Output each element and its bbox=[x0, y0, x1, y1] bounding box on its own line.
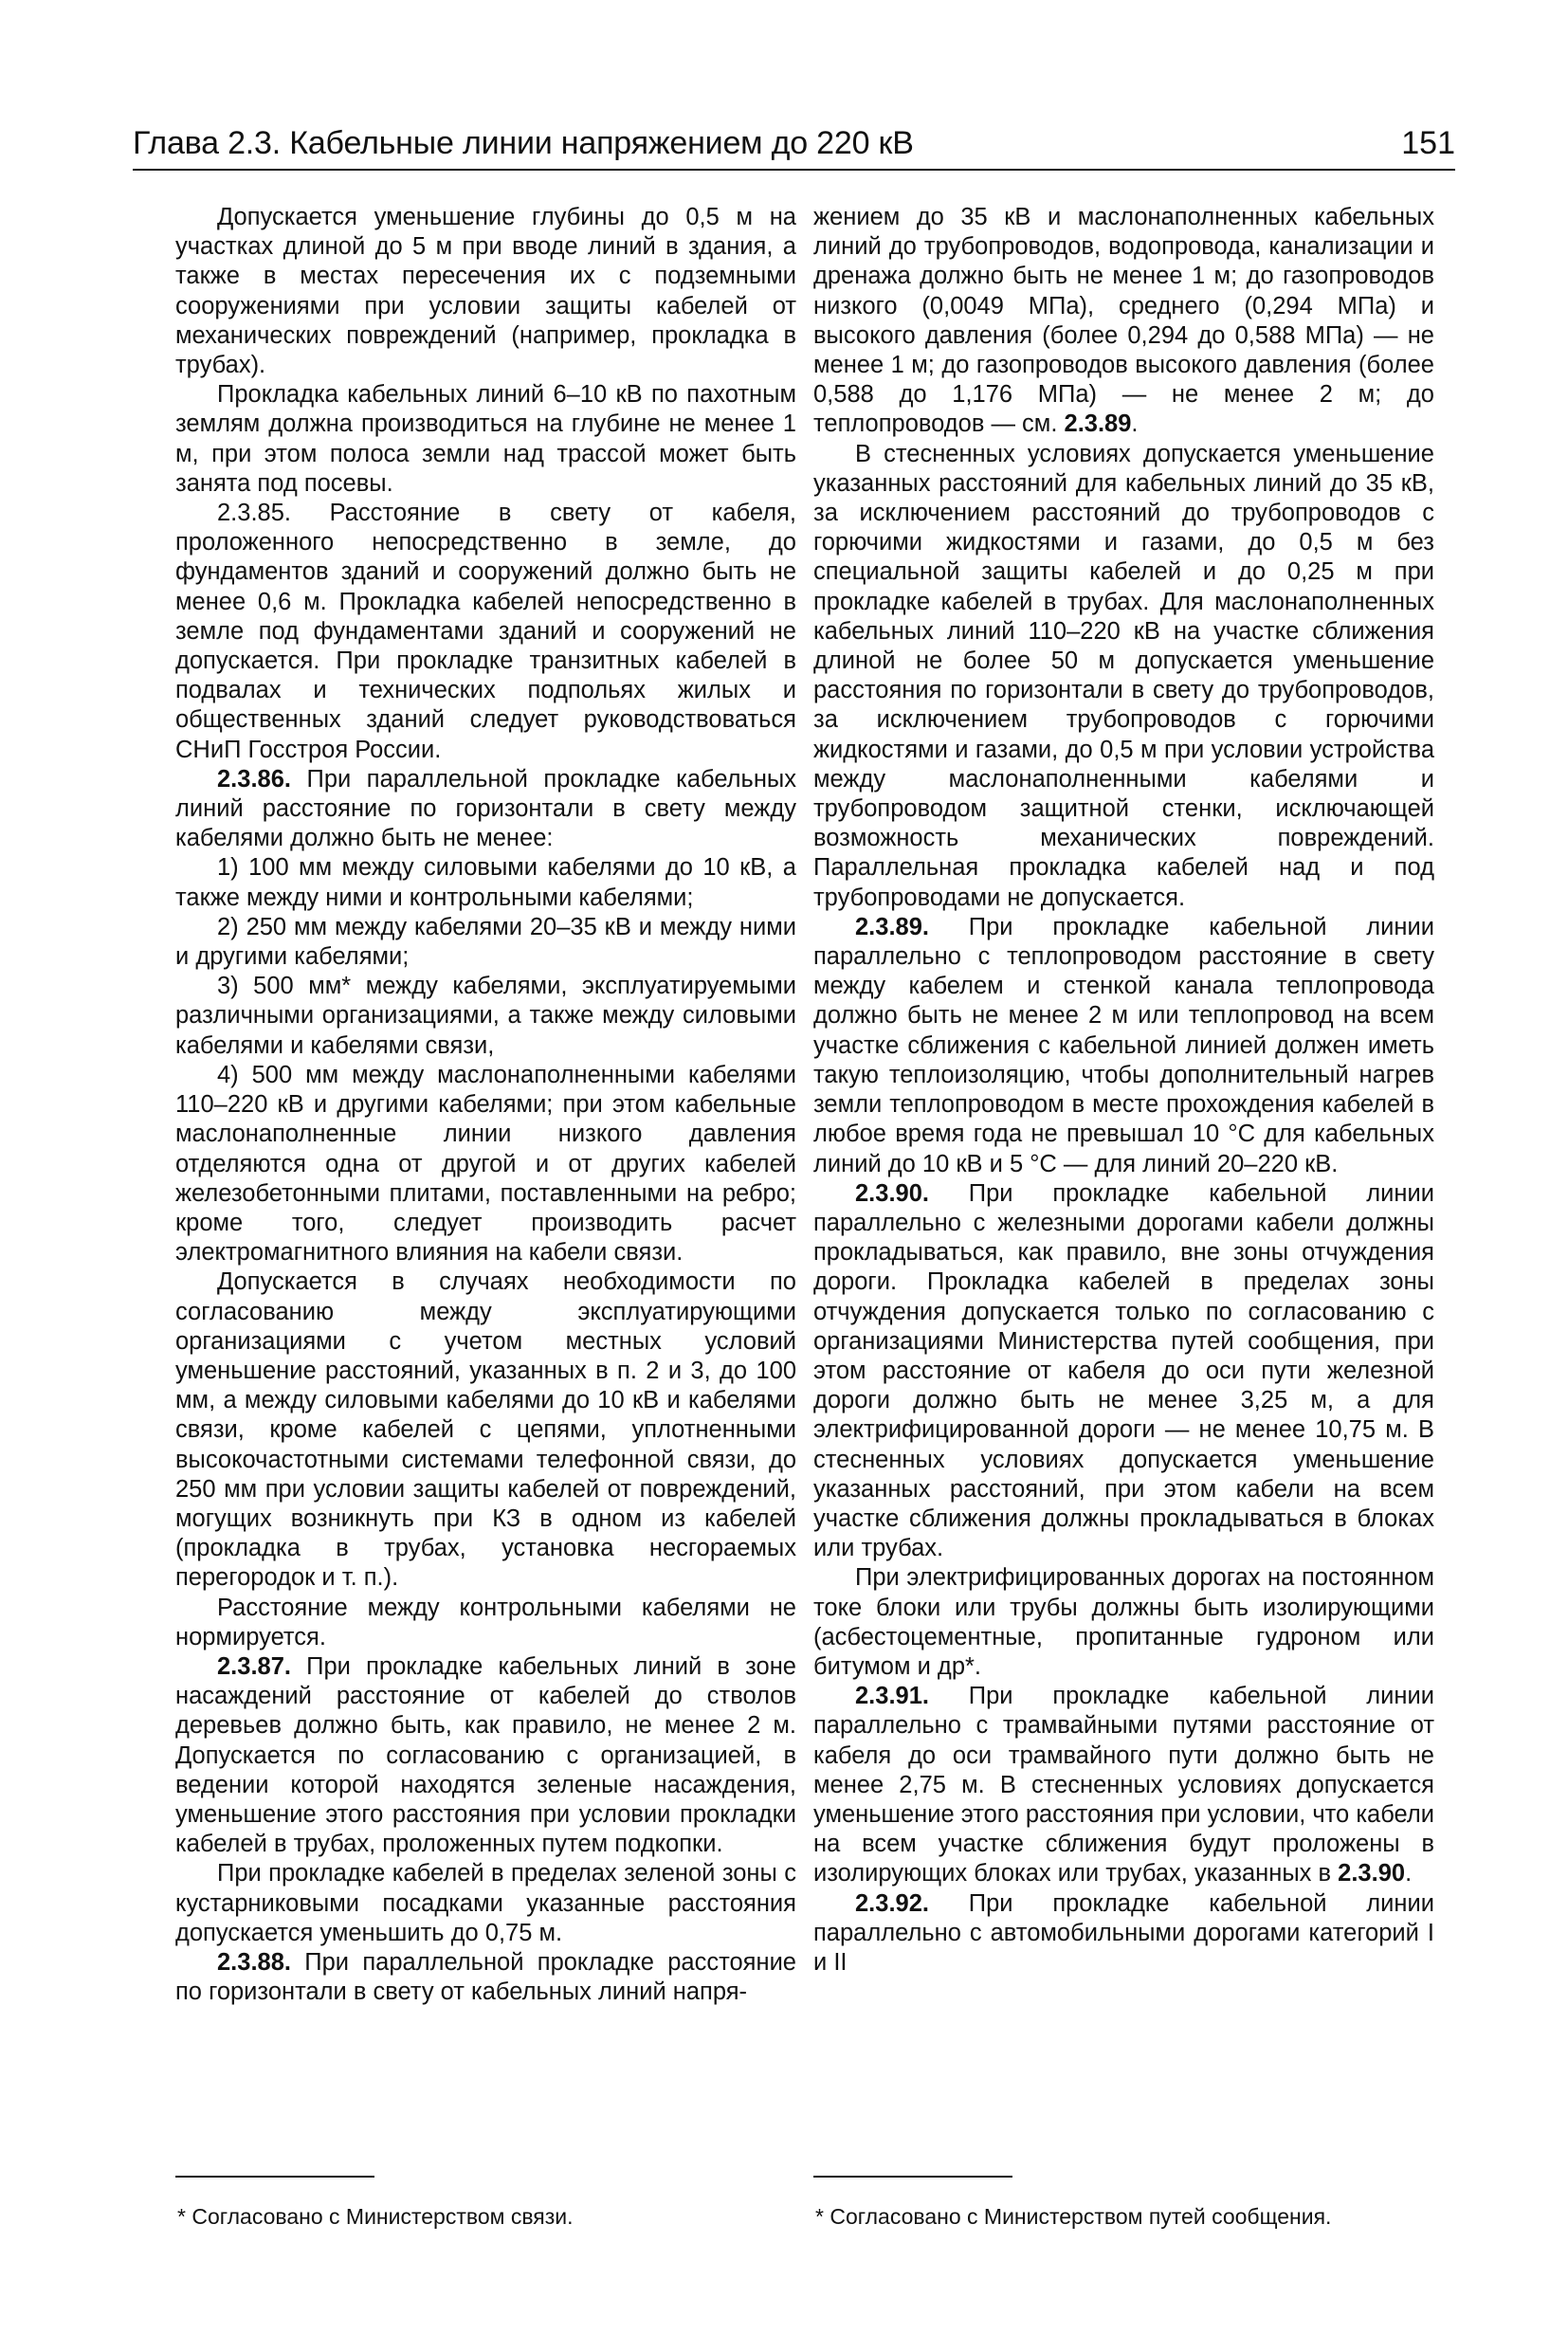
clause-reference: 2.3.90 bbox=[1338, 1860, 1406, 1887]
right-column bbox=[813, 203, 1434, 1978]
list-item: 4) 500 мм между маслонаполненными кабелями 110–220 кВ и другими кабелями; при этом кабельные маслонаполненные линии низкого давления отделяются одна от другой и от других кабелей железобетонными плитами, поставленными на ребро; кроме того, следует производить расчет электромагнитного влияния на кабели связи. bbox=[175, 1061, 796, 1267]
paragraph: 2.3.90. При прокладке кабельной линии параллельно с железными дорогами кабели должны прокладываться, как правило, вне зоны отчуждения дороги. Прокладка кабелей в пределах зоны отчуждения допускается только по согласованию с организациями Министерства путей сообщения, при этом расстояние от кабеля до оси пути железной дороги должно быть не менее 3,25 м, а для электрифицированной дороги — не менее 10,75 м. В стесненных условиях допускается уменьшение указанных расстояний, при этом кабели на всем участке сближения должны прокладываться в блоках или трубах. bbox=[813, 1179, 1434, 1562]
clause-number: 2.3.88. bbox=[217, 1948, 291, 1976]
running-header bbox=[133, 121, 1455, 165]
paragraph: 2.3.91. При прокладке кабельной линии параллельно с трамвайными путями расстояние от кабеля до оси трамвайного пути должно быть не менее 2,75 м. В стесненных условиях допускается уменьшение этого расстояния при условии, что кабели на всем участке сближения будут проложены в изолирующих блоках или трубах, указанных в 2.3.90. bbox=[813, 1683, 1434, 1887]
paragraph: В стесненных условиях допускается уменьшение указанных расстояний для кабельных линий до 35 кВ, за исключением расстояний до трубопроводов с горючими жидкостями и газами, до 0,5 м без специальной защиты кабелей и до 0,25 м при прокладке кабелей в трубах. Для маслонаполненных кабельных линий 110–220 кВ на участке сближения длиной не более 50 м допускается уменьшение расстояния по горизонтали в свету до трубопроводов, за исключением трубопроводов с горючими жидкостями и газами, до 0,5 м при условии устройства между маслонаполненными кабелями и трубопроводом защитной стенки, исключающей возможность механических повреждений. Параллельная прокладка кабелей над и под трубопроводами не допускается. bbox=[813, 440, 1434, 911]
clause-number: 2.3.91. bbox=[855, 1683, 929, 1710]
clause-number: 2.3.86. bbox=[217, 765, 291, 793]
paragraph: 2.3.92. При прокладке кабельной линии параллельно с автомобильными дорогами категорий I и II bbox=[813, 1889, 1434, 1976]
paragraph: Расстояние между контрольными кабелями не нормируется. bbox=[175, 1594, 796, 1650]
paragraph: жением до 35 кВ и маслонаполненных кабельных линий до трубопроводов, водопровода, канализации и дренажа должно быть не менее 1 м; до газопроводов низкого (0,0049 МПа), среднего (0,294 МПа) и высокого давления (более 0,294 до 0,588 МПа) — не менее 1 м; до газопроводов высокого давления (более 0,588 до 1,176 МПа) — не менее 2 м; до теплопроводов — см. 2.3.89. bbox=[813, 204, 1434, 438]
left-column bbox=[175, 203, 796, 2007]
paragraph: 2.3.89. При прокладке кабельной линии параллельно с теплопроводом расстояние в свету между кабелем и стенкой канала теплопровода должно быть не менее 2 м или теплопровод на всем участке сближения с кабельной линией должен иметь такую теплоизоляцию, чтобы дополнительный нагрев земли теплопроводом в месте прохождения кабелей в любое время года не превышал 10 °С для кабельных линий до 10 кВ и 5 °С — для линий 20–220 кВ. bbox=[813, 913, 1434, 1177]
page-number: 151 bbox=[1401, 125, 1455, 161]
paragraph: 2.3.87. При прокладке кабельных линий в зоне насаждений расстояние от кабелей до стволов деревьев должно быть, как правило, не менее 2 м. Допускается по согласованию с организацией, в ведении которой находятся зеленые насаждения, уменьшение этого расстояния при условии прокладки кабелей в трубах, проложенных путем подкопки. bbox=[175, 1652, 796, 1858]
list-item: 2) 250 мм между кабелями 20–35 кВ и между ними и другими кабелями; bbox=[175, 913, 796, 971]
list-item: 3) 500 мм* между кабелями, эксплуатируемыми различными организациями, а также между силовыми кабелями и кабелями связи, bbox=[175, 973, 796, 1059]
paragraph: При электрифицированных дорогах на постоянном токе блоки или трубы должны быть изолирующими (асбестоцементные, пропитанные гудроном или битумом и др*. bbox=[813, 1564, 1434, 1680]
clause-reference: 2.3.89 bbox=[1064, 410, 1132, 438]
paragraph: При прокладке кабелей в пределах зеленой зоны с кустарниковыми посадками указанные расстояния допускается уменьшить до 0,75 м. bbox=[175, 1860, 796, 1946]
list-item: 1) 100 мм между силовыми кабелями до 10 кВ, а также между ними и контрольными кабелями; bbox=[175, 854, 796, 911]
paragraph: Допускается уменьшение глубины до 0,5 м на участках длиной до 5 м при вводе линий в здания, а также в местах пересечения их с подземными сооружениями при условии защиты кабелей от механических повреждений (например, прокладка в трубах). bbox=[175, 204, 796, 379]
clause-number: 2.3.90. bbox=[855, 1179, 929, 1207]
chapter-title: Глава 2.3. Кабельные линии напряжением до 220 кВ bbox=[133, 125, 914, 161]
paragraph: Прокладка кабельных линий 6–10 кВ по пахотным землям должна производиться на глубине не менее 1 м, при этом полоса земли над трассой может быть занята под посевы. bbox=[175, 381, 796, 497]
footnote-right: * Согласовано с Министерством путей сообщения. bbox=[815, 2204, 1332, 2229]
paragraph: 2.3.88. При параллельной прокладке расстояние по горизонтали в свету от кабельных линий напря- bbox=[175, 1948, 796, 2006]
footnote-rule-right bbox=[813, 2176, 1012, 2178]
paragraph: 2.3.86. При параллельной прокладке кабельных линий расстояние по горизонтали в свету между кабелями должно быть не менее: bbox=[175, 765, 796, 852]
clause-number: 2.3.87. bbox=[217, 1652, 291, 1680]
paragraph: 2.3.85. Расстояние в свету от кабеля, проложенного непосредственно в земле, до фундаментов зданий и сооружений должно быть не менее 0,6 м. Прокладка кабелей непосредственно в земле под фундаментами зданий и сооружений не допускается. При прокладке транзитных кабелей в подвалах и технических подпольях жилых и общественных зданий следует руководствоваться СНиП Госстроя России. bbox=[175, 500, 796, 763]
header-rule bbox=[133, 169, 1455, 171]
footnote-rule-left bbox=[175, 2176, 374, 2178]
clause-number: 2.3.92. bbox=[855, 1889, 929, 1917]
clause-number: 2.3.89. bbox=[855, 913, 929, 940]
footnote-left: * Согласовано с Министерством связи. bbox=[177, 2204, 574, 2229]
paragraph: Допускается в случаях необходимости по согласованию между эксплуатирующими организациями с учетом местных условий уменьшение расстояний, указанных в п. 2 и 3, до 100 мм, а между силовыми кабелями до 10 кВ и кабелями связи, кроме кабелей с цепями, уплотненными высокочастотными системами телефонной связи, до 250 мм при условии защиты кабелей от повреждений, могущих возникнуть при КЗ в одном из кабелей (прокладка в трубах, установка несгораемых перегородок и т. п.). bbox=[175, 1268, 796, 1592]
